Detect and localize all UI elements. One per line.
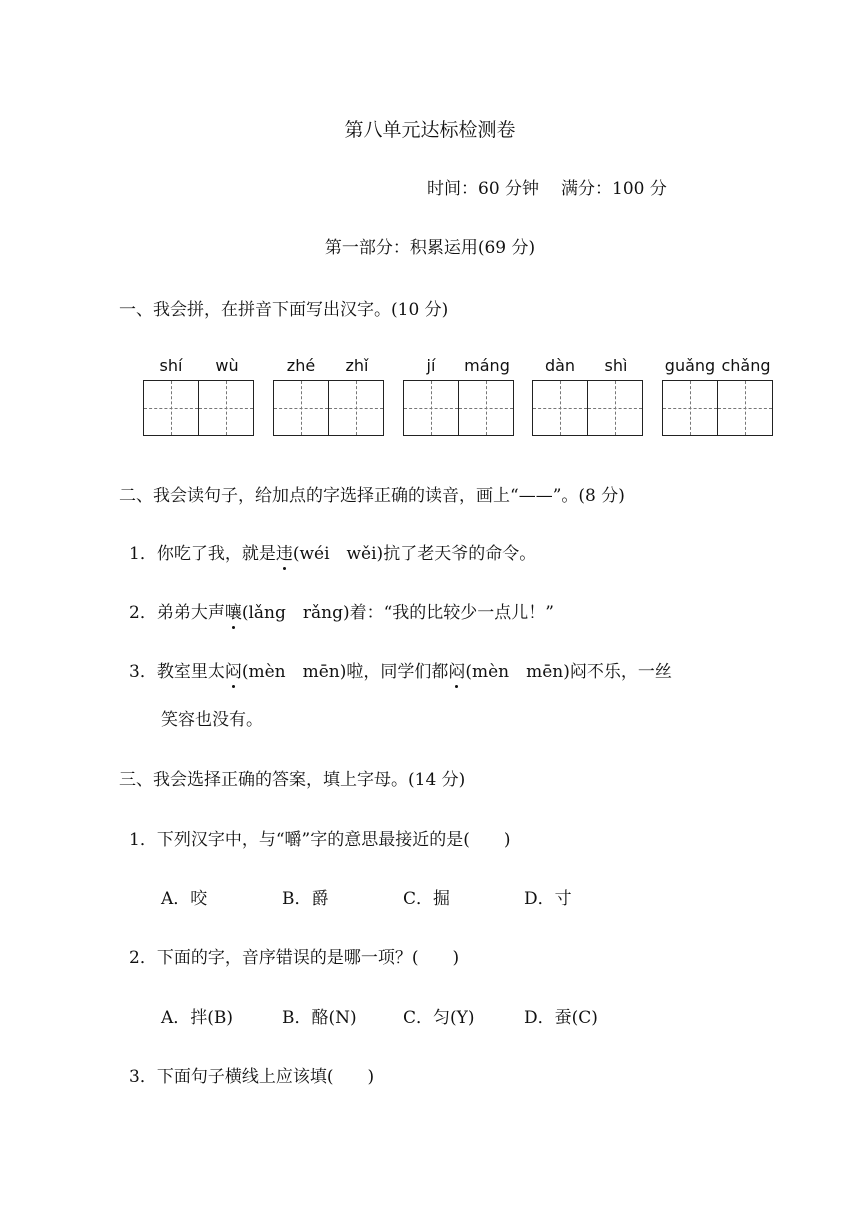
pinyin-label: shí: [159, 356, 183, 375]
writing-box[interactable]: [532, 380, 588, 436]
pinyin-group: [143, 356, 255, 436]
question-text: 教室里太: [156, 662, 225, 682]
time-limit: 时间：60 分钟: [427, 179, 540, 199]
question-3-2: 2．下面的字，音序错误的是哪一项？( ): [129, 948, 460, 968]
section2-heading: 二、我会读句子，给加点的字选择正确的读音，画上“——”。(8 分): [119, 486, 625, 506]
pinyin-label: máng: [464, 356, 510, 375]
option-c: C．掘: [403, 889, 451, 909]
pinyin-group: [532, 356, 644, 436]
pinyin-label: guǎng: [664, 356, 716, 375]
option-a: A．拌(B): [161, 1008, 234, 1028]
full-score: 满分：100 分: [561, 179, 667, 199]
question-text: 你吃了我，就是: [156, 544, 276, 564]
question-2-2: [129, 598, 554, 623]
pinyin-label: wù: [215, 356, 239, 375]
pinyin-label: chǎng: [721, 356, 771, 375]
writing-box[interactable]: [273, 380, 329, 436]
question-text: (mèn mēn)啦，同学们都: [241, 662, 449, 682]
pinyin-label: zhǐ: [345, 356, 369, 375]
writing-box[interactable]: [458, 380, 514, 436]
question-number: 3．: [129, 662, 157, 682]
writing-box[interactable]: [403, 380, 459, 436]
option-a: A．咬: [161, 889, 208, 909]
option-b: B．酪(N): [282, 1008, 357, 1028]
writing-box[interactable]: [198, 380, 254, 436]
writing-box[interactable]: [717, 380, 773, 436]
pinyin-label: shì: [604, 356, 628, 375]
question-number: 2．: [129, 603, 157, 623]
page-title: 第八单元达标检测卷: [344, 119, 516, 141]
dotted-character: 违: [276, 539, 293, 564]
option-d: D．寸: [524, 889, 572, 909]
pinyin-label: dàn: [544, 356, 576, 375]
question-text: (lǎng rǎng)着：“我的比较少一点儿！”: [241, 603, 554, 623]
option-d: D．蚕(C): [524, 1008, 598, 1028]
question-text: (wéi wěi)抗了老天爷的命令。: [292, 544, 537, 564]
question-2-3: [129, 657, 672, 682]
section1-heading: 一、我会拼，在拼音下面写出汉字。(10 分): [119, 300, 449, 320]
dotted-character: 闷: [225, 657, 242, 682]
writing-box[interactable]: [328, 380, 384, 436]
writing-box[interactable]: [587, 380, 643, 436]
pinyin-group: [403, 356, 515, 436]
question-text: (mèn mēn)闷不乐，一丝: [465, 662, 672, 682]
question-text: 弟弟大声: [156, 603, 225, 623]
option-b: B．爵: [282, 889, 329, 909]
dotted-character: 闷: [448, 657, 465, 682]
pinyin-label: zhé: [286, 356, 316, 375]
pinyin-group: [273, 356, 385, 436]
part-heading: 第一部分：积累运用(69 分): [324, 238, 536, 258]
writing-box[interactable]: [143, 380, 199, 436]
question-2-1: [129, 539, 536, 564]
option-c: C．匀(Y): [403, 1008, 475, 1028]
section3-heading: 三、我会选择正确的答案，填上字母。(14 分): [119, 770, 466, 790]
question-continuation: 笑容也没有。: [161, 710, 263, 730]
pinyin-group: [662, 356, 774, 436]
pinyin-label: jí: [426, 356, 436, 375]
exam-meta: [427, 174, 667, 199]
question-number: 1．: [129, 544, 157, 564]
question-3-1: 1．下列汉字中，与“嚼”字的意思最接近的是( ): [129, 830, 511, 850]
question-3-3: 3．下面句子横线上应该填( ): [129, 1067, 375, 1087]
dotted-character: 嚷: [225, 598, 242, 623]
writing-box[interactable]: [662, 380, 718, 436]
